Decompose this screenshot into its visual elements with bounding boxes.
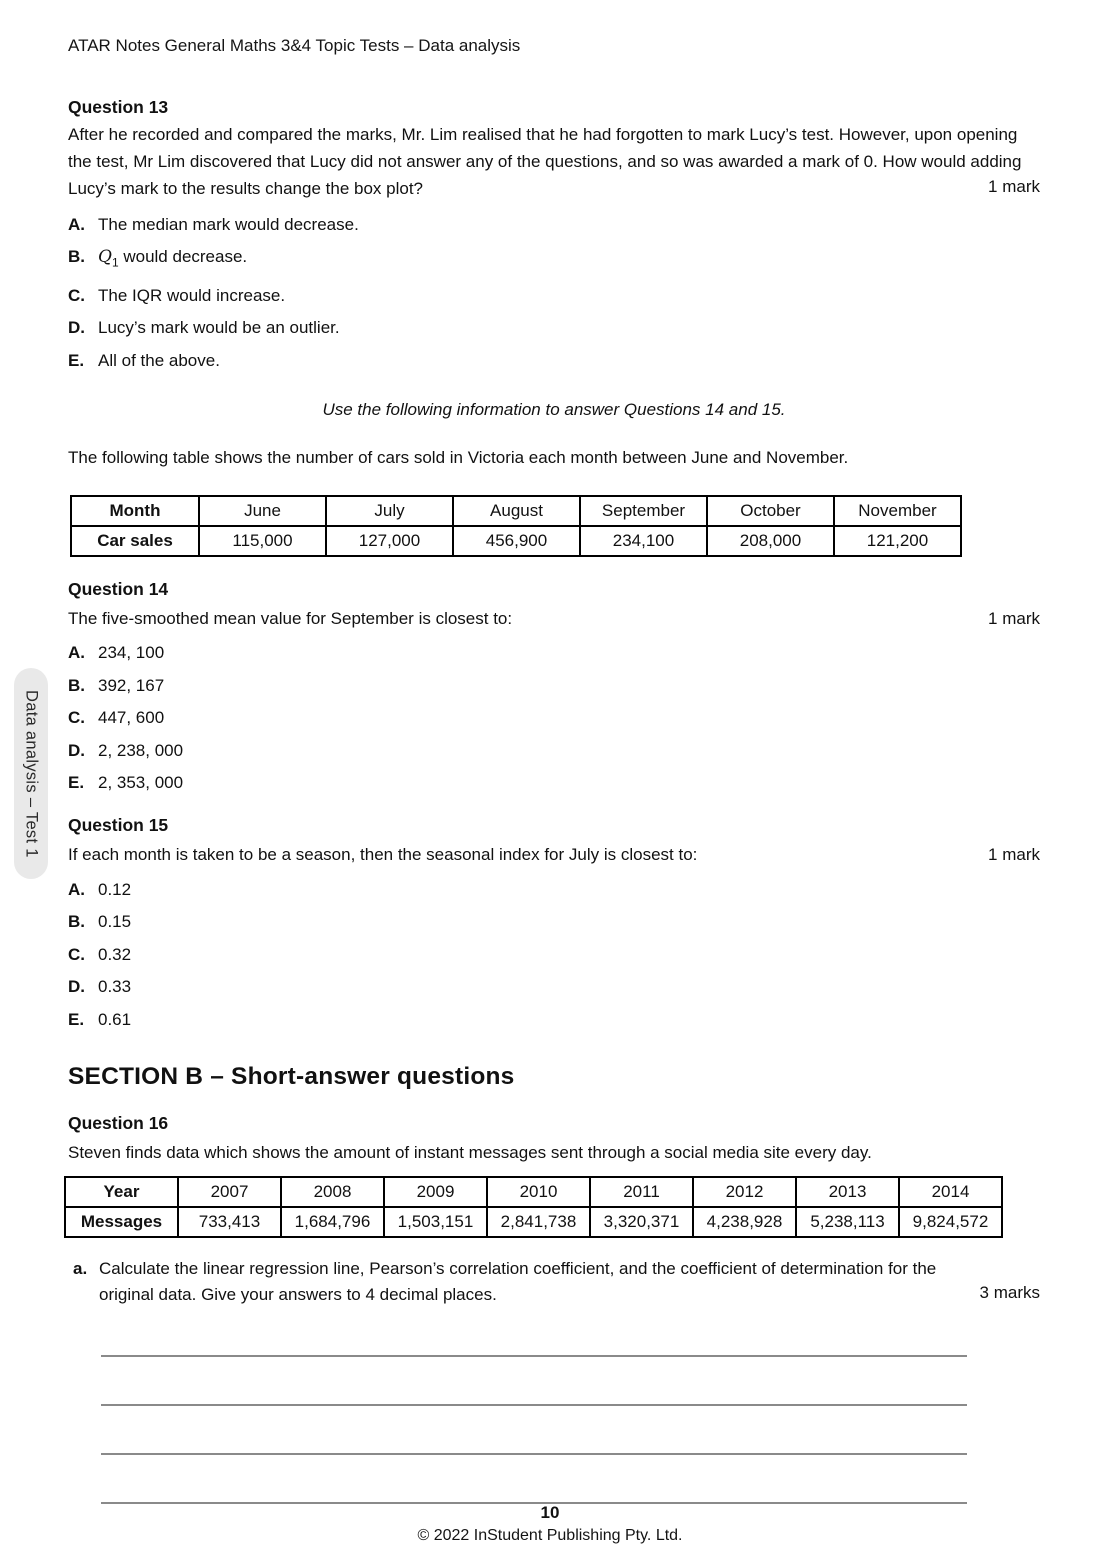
section-b-heading: SECTION B – Short-answer questions <box>68 1062 515 1090</box>
question-14-heading: Question 14 <box>68 578 169 599</box>
table-row <box>65 1177 1002 1207</box>
question-13-options <box>68 214 1040 371</box>
table-cell: 733,413 <box>178 1207 281 1237</box>
option-letter: D. <box>68 740 85 760</box>
table-cell: 121,200 <box>834 526 961 556</box>
option-text: 392, 167 <box>98 675 165 695</box>
answer-line <box>101 1453 967 1455</box>
option-a <box>68 214 1040 235</box>
messages-table <box>64 1176 1003 1238</box>
option-letter: E. <box>68 773 85 793</box>
table-cell: 456,900 <box>453 526 580 556</box>
table-row <box>71 526 961 556</box>
option-e <box>68 772 1040 793</box>
part-label: a. <box>73 1258 88 1278</box>
option-e <box>68 350 1040 371</box>
option-letter: B. <box>68 912 85 932</box>
table-cell: 127,000 <box>326 526 453 556</box>
document-header: ATAR Notes General Maths 3&4 Topic Tests – Data analysis <box>68 36 521 55</box>
answer-lines <box>68 1355 1040 1504</box>
option-d <box>68 976 1040 997</box>
option-text: 0.15 <box>98 912 132 932</box>
option-text: 2, 238, 000 <box>98 740 184 760</box>
question-14-body: The five-smoothed mean value for September is closest to: <box>68 608 513 628</box>
table-cell: 3,320,371 <box>590 1207 693 1237</box>
answer-line <box>101 1355 967 1357</box>
table-cell: 2011 <box>590 1177 693 1207</box>
option-d <box>68 740 1040 761</box>
marks-label: 1 mark <box>988 608 1040 628</box>
option-letter: C. <box>68 944 85 964</box>
option-letter: D. <box>68 977 85 997</box>
table-cell: November <box>834 496 961 526</box>
option-text: 0.33 <box>98 977 132 997</box>
option-letter: B. <box>68 675 85 695</box>
copyright-notice: © 2022 InStudent Publishing Pty. Ltd. <box>417 1527 683 1544</box>
table-cell: 1,503,151 <box>384 1207 487 1237</box>
option-text: The median mark would decrease. <box>98 214 359 234</box>
option-letter: C. <box>68 708 85 728</box>
option-text: The IQR would increase. <box>98 285 286 305</box>
option-text: 447, 600 <box>98 708 165 728</box>
table-row <box>71 496 961 526</box>
option-letter: E. <box>68 350 85 370</box>
table-cell: 2012 <box>693 1177 796 1207</box>
option-text: 0.32 <box>98 944 132 964</box>
table-row <box>65 1207 1002 1237</box>
option-letter: A. <box>68 214 85 234</box>
part-a-text: Calculate the linear regression line, Pearson’s correlation coefficient, and the coefficient of determination for the original data. Give your answers to 4 decimal places. <box>99 1258 937 1304</box>
table-cell: 5,238,113 <box>796 1207 899 1237</box>
table-cell: 2010 <box>487 1177 590 1207</box>
option-letter: A. <box>68 879 85 899</box>
table-cell: 2008 <box>281 1177 384 1207</box>
table-cell: October <box>707 496 834 526</box>
car-table-intro: The following table shows the number of cars sold in Victoria each month between June and November. <box>68 447 849 467</box>
option-text: All of the above. <box>98 350 220 370</box>
option-letter: D. <box>68 318 85 338</box>
table-cell: 2007 <box>178 1177 281 1207</box>
option-text: 0.12 <box>98 879 132 899</box>
option-e <box>68 1009 1040 1030</box>
option-a <box>68 642 1040 663</box>
option-a <box>68 879 1040 900</box>
page-number: 10 <box>540 1503 560 1522</box>
option-c <box>68 707 1040 728</box>
option-text: $Q_1$ would decrease. <box>98 247 248 270</box>
marks-label: 3 marks <box>979 1282 1040 1302</box>
question-16-text-row <box>68 1140 1040 1165</box>
table-cell: August <box>453 496 580 526</box>
option-text: 2, 353, 000 <box>98 773 184 793</box>
table-cell: July <box>326 496 453 526</box>
question-13-text <box>68 121 1040 202</box>
table-cell: 2,841,738 <box>487 1207 590 1237</box>
car-sales-label-cell: Car sales <box>71 526 199 556</box>
info-instruction: Use the following information to answer Questions 14 and 15. <box>322 399 786 419</box>
table-cell: September <box>580 496 707 526</box>
question-13-heading: Question 13 <box>68 97 169 117</box>
question-15-options <box>68 879 1040 1030</box>
marks-label: 1 mark <box>988 177 1040 196</box>
question-14-options <box>68 642 1040 793</box>
option-letter: B. <box>68 247 85 266</box>
messages-label-cell: Messages <box>65 1207 178 1237</box>
option-text: 234, 100 <box>98 643 165 663</box>
option-c <box>68 285 1040 306</box>
month-header-cell: Month <box>71 496 199 526</box>
table-cell: 4,238,928 <box>693 1207 796 1237</box>
year-header-cell: Year <box>65 1177 178 1207</box>
table-cell: 1,684,796 <box>281 1207 384 1237</box>
question-15-body: If each month is taken to be a season, then the seasonal index for July is closest to: <box>68 845 698 865</box>
section-side-tab <box>14 668 48 879</box>
question-14-text-row <box>68 606 1040 631</box>
option-b <box>68 246 1040 273</box>
table-cell: 2009 <box>384 1177 487 1207</box>
side-tab-label: Data analysis – Test 1 <box>22 689 41 858</box>
math-q-symbol: Q <box>98 247 112 267</box>
option-letter: E. <box>68 1009 85 1029</box>
table-cell: June <box>199 496 326 526</box>
car-sales-table <box>70 495 962 557</box>
option-d <box>68 317 1040 338</box>
answer-line <box>101 1404 967 1406</box>
option-b <box>68 675 1040 696</box>
math-subscript: 1 <box>111 255 119 270</box>
table-cell: 115,000 <box>199 526 326 556</box>
question-16-heading: Question 16 <box>68 1112 169 1133</box>
table-cell: 2013 <box>796 1177 899 1207</box>
question-15-text-row <box>68 842 1040 867</box>
option-b <box>68 911 1040 932</box>
option-c <box>68 944 1040 965</box>
marks-label: 1 mark <box>988 845 1040 865</box>
question-15-heading: Question 15 <box>68 815 169 836</box>
option-text: 0.61 <box>98 1009 132 1029</box>
table-cell: 9,824,572 <box>899 1207 1002 1237</box>
option-text: Lucy’s mark would be an outlier. <box>98 318 340 338</box>
option-letter: C. <box>68 285 85 305</box>
question-13-body: After he recorded and compared the marks, Mr. Lim realised that he had forgotten to mark Lucy’s test. However, upon opening the test, Mr Lim discovered that Lucy did not answer any of the questions, and so was awarded a mark of 0. How would adding Lucy’s mark to the results change the box plot? <box>68 125 1022 198</box>
question-16-body: Steven finds data which shows the amount of instant messages sent through a social media site every day. <box>68 1142 872 1162</box>
table-cell: 2014 <box>899 1177 1002 1207</box>
question-16-part-a <box>68 1256 1040 1308</box>
option-letter: A. <box>68 643 85 663</box>
table-cell: 234,100 <box>580 526 707 556</box>
table-cell: 208,000 <box>707 526 834 556</box>
